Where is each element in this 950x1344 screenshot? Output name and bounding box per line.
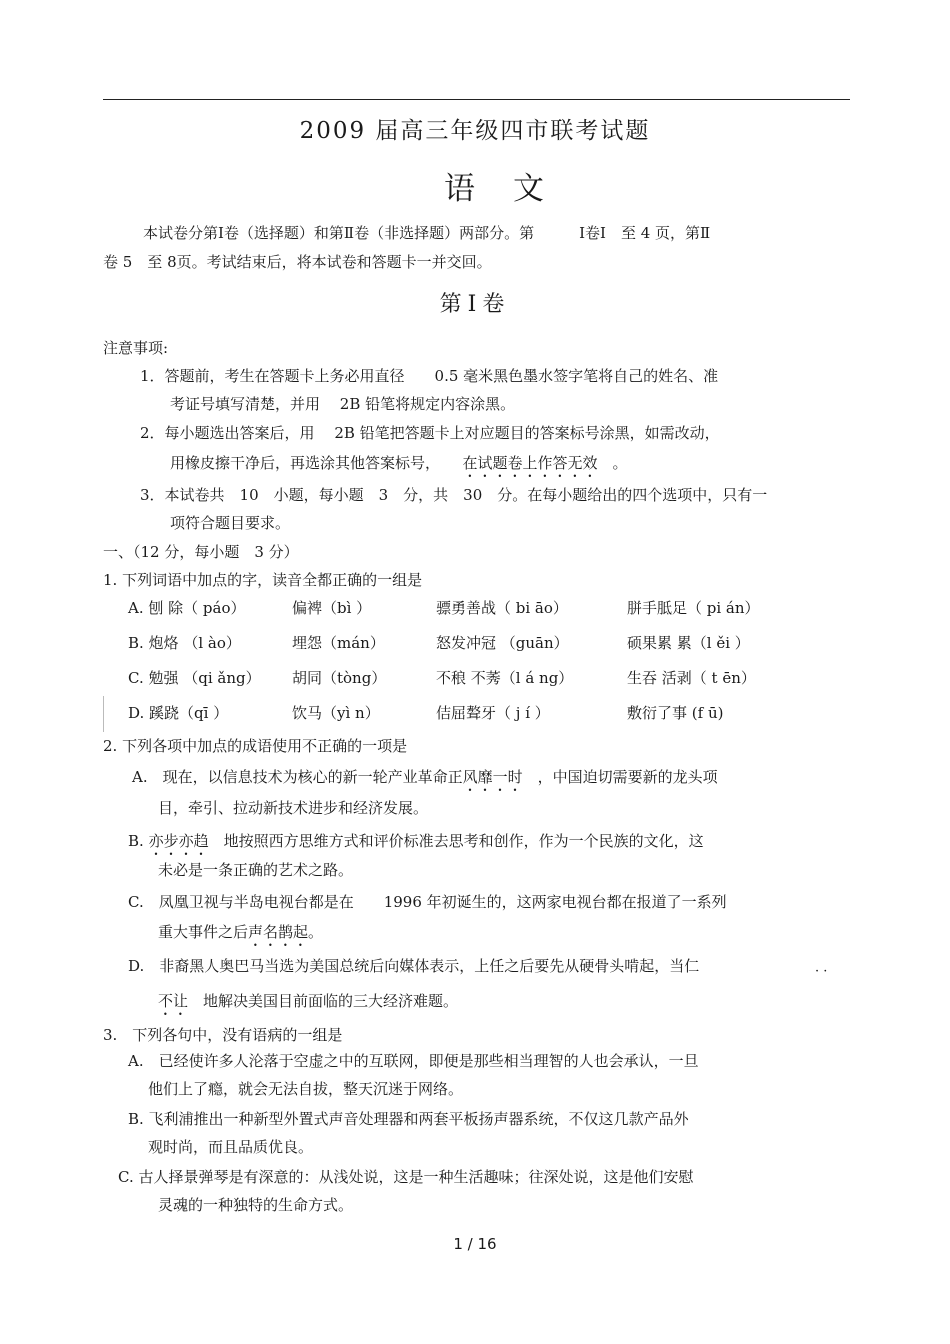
- q3-c-line-2: 灵魂的一种独特的生命方式。: [158, 1196, 354, 1214]
- q3-b-line-1: B. 飞利浦推出一种新型外置式声音处理器和两套平板扬声器系统，不仅这几款产品外: [128, 1110, 689, 1128]
- q2-a-rest: ，中国迫切需要新的龙头项: [522, 768, 718, 786]
- q2-a-line-2: 目，牵引、拉动新技术进步和经济发展。: [158, 799, 429, 817]
- q2-d-line-2: [158, 992, 458, 1019]
- note-2-line-2: [170, 454, 628, 481]
- q2-c-line-1: C. 凤凰卫视与半岛电视台都是在 1996 年初诞生的，这两家电视台都在报道了一系列: [128, 893, 727, 911]
- page-number: 1 / 16: [453, 1235, 497, 1253]
- q1-a-1: A. 刨 除（ páo）: [128, 599, 246, 617]
- q3-c-line-1: C. 古人择景弹琴是有深意的：从浅处说，这是一种生活趣味；往深处说，这是他们安慰: [118, 1168, 694, 1186]
- q2-d-dots: · ·: [815, 964, 828, 979]
- intro-line-1: 本试卷分第Ⅰ卷（选择题）和第Ⅱ卷（非选择题）两部分。第 Ⅰ卷Ⅰ 至 4 页，第Ⅱ: [143, 224, 711, 242]
- q1-a-2: 偏裨（bì ）: [292, 599, 372, 617]
- q1-b-4: 硕果累 累（l ěi ）: [627, 634, 750, 652]
- q1-d-1: D. 蹊跷（qī ）: [128, 704, 229, 722]
- q1-d-2: 饮马（yì n）: [292, 704, 380, 722]
- q2-c-line-2: [158, 923, 323, 950]
- q1-b-1: B. 炮烙 （l ào）: [128, 634, 241, 652]
- q2-c-end: 。: [308, 923, 324, 941]
- q1-d-3: 佶屈聱牙（ j í ）: [436, 704, 550, 722]
- note-2-end: 。: [597, 454, 628, 472]
- q1-a-4: 胼手胝足（ pi án）: [627, 599, 760, 617]
- note-1-line-2: 考证号填写清楚，并用 2B 铅笔将规定内容涂黑。: [170, 395, 516, 413]
- q1-b-3: 怒发冲冠 （guān）: [436, 634, 569, 652]
- q2-b-line-2: 未必是一条正确的艺术之路。: [158, 861, 354, 879]
- subject-title: 语文: [444, 171, 582, 207]
- q1-stem: 1. 下列词语中加点的字，读音全都正确的一组是: [103, 571, 423, 589]
- q1-c-4: 生吞 活剥（ t ēn）: [627, 669, 756, 687]
- note-3-line-2: 项符合题目要求。: [170, 514, 291, 532]
- top-rule: [103, 99, 850, 100]
- q3-b-line-2: 观时尚，而且品质优良。: [148, 1138, 314, 1156]
- intro-line-2: 卷 5 至 8页。考试结束后，将本试卷和答题卡一并交回。: [103, 253, 492, 271]
- q2-c-text: 重大事件之后: [158, 923, 249, 941]
- q2-d-line-1: D. 非裔黑人奥巴马当选为美国总统后向媒体表示，上任之后要先从硬骨头啃起，当仁: [128, 957, 700, 975]
- q3-a-line-2: 他们上了瘾，就会无法自拔，整天沉迷于网络。: [148, 1080, 464, 1098]
- notes-heading: 注意事项:: [103, 339, 169, 357]
- note-1-line-1: 1．答题前，考生在答题卡上务必用直径 0.5 毫米黑色墨水签字笔将自己的姓名、准: [140, 367, 719, 385]
- section-1-heading: 一、（12 分，每小题 3 分）: [103, 543, 299, 561]
- q2-b-line-1: [128, 832, 704, 859]
- q3-stem: 3. 下列各句中，没有语病的一组是: [103, 1026, 343, 1044]
- q2-d-idiom: 不让: [158, 992, 189, 1010]
- q2-b-rest: 地按照西方思维方式和评价标准去思考和创作，作为一个民族的文化，这: [208, 832, 704, 850]
- q2-b-label: B.: [128, 832, 149, 850]
- q2-a-text: A. 现在，以信息技术为核心的新一轮产业革命正: [132, 768, 463, 786]
- q2-a-idiom: 风靡一时: [462, 768, 523, 786]
- q1-d-4: 敷衍了事 (f ū): [627, 704, 724, 722]
- q1-c-2: 胡同（tòng）: [292, 669, 387, 687]
- q1-c-1: C. 勉强 （qi ǎng）: [128, 669, 261, 687]
- note-3-line-1: 3．本试卷共 10 小题，每小题 3 分，共 30 分。在每小题给出的四个选项中，只有一: [140, 486, 768, 504]
- q2-c-idiom: 声名鹊起: [248, 923, 309, 941]
- note-2-text: 用橡皮擦干净后，再选涂其他答案标号，: [170, 454, 463, 472]
- note-2-line-1: 2．每小题选出答案后，用 2B 铅笔把答题卡上对应题目的答案标号涂黑，如需改动，: [140, 424, 720, 442]
- exam-title: 2009 届高三年级四市联考试题: [299, 118, 651, 144]
- q2-stem: 2. 下列各项中加点的成语使用不正确的一项是: [103, 737, 408, 755]
- note-2-emphasis: 在试题卷上作答无效: [462, 454, 598, 472]
- q1-a-3: 骠勇善战（ bi āo）: [436, 599, 568, 617]
- q2-d-rest: 地解决美国目前面临的三大经济难题。: [188, 992, 459, 1010]
- q2-b-idiom: 亦步亦趋: [148, 832, 209, 850]
- row-frame-line: [103, 696, 104, 732]
- q3-a-line-1: A. 已经使许多人沦落于空虚之中的互联网，即便是那些相当理智的人也会承认，一旦: [128, 1052, 699, 1070]
- q1-b-2: 埋怨（mán）: [292, 634, 385, 652]
- part-title: 第Ⅰ卷: [439, 292, 511, 317]
- q1-c-3: 不稂 不莠（l á ng）: [436, 669, 574, 687]
- q2-a-line-1: [132, 768, 718, 795]
